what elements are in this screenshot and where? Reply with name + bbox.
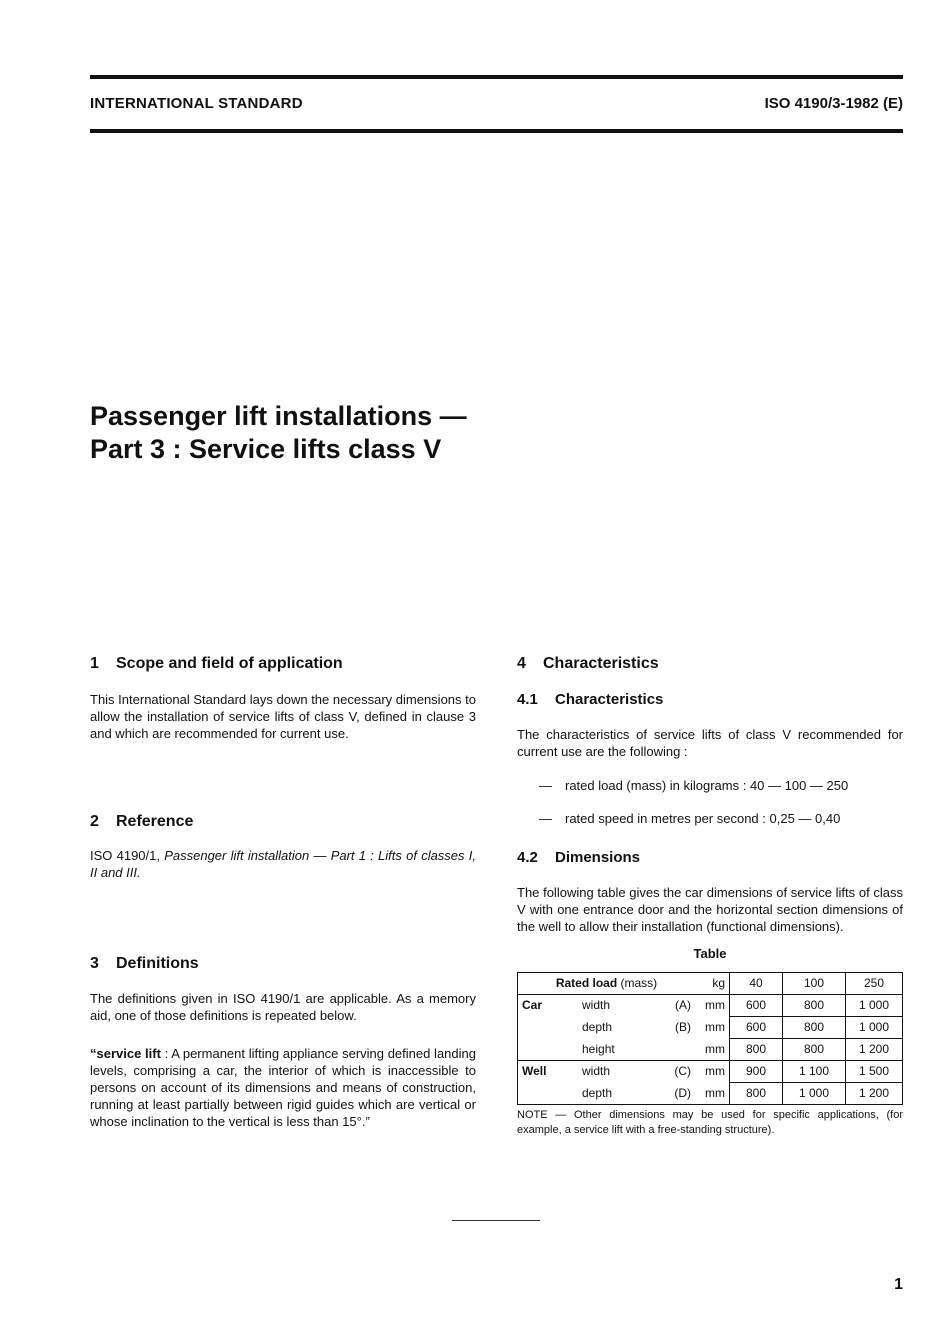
value-cell: 1 100 [783,1061,846,1083]
section-4-2-heading: 4.2 Dimensions [517,849,641,866]
table-note: NOTE — Other dimensions may be used for specific applications, (for example, a service lift with a free-standing structure). [517,1109,903,1136]
code-cell: (A) [675,998,691,1013]
value-cell: 1 200 [846,1083,903,1105]
code-cell: (D) [651,1083,695,1105]
list-item: — rated load (mass) in kilograms : 40 — 100 — 250 [539,778,849,793]
header-rule-top [90,75,903,79]
section-4-heading: 4 Characteristics [517,655,659,672]
value-cell: 800 [783,995,846,1017]
section-3-heading: 3 Definitions [90,955,199,972]
left-column [90,655,476,1130]
table-caption: Table [693,946,727,961]
document-title [90,400,467,466]
right-column [517,655,903,1138]
value-cell: 800 [730,1039,783,1061]
section-4-1-heading: 4.1 Characteristics [517,691,664,708]
group-cell: Car [518,995,579,1017]
unit-cell: mm [705,1020,725,1034]
dimension-cell: depth [582,1020,613,1034]
dimensions-table [517,972,903,1105]
value-cell: 1 000 [846,1017,903,1039]
value-cell: 1 200 [846,1039,903,1061]
unit-cell: mm [695,1083,730,1105]
code-cell [651,1039,695,1061]
page-number: 1 [894,1276,903,1293]
table-row [518,1083,903,1105]
table-header-row [518,973,903,995]
section-4-1-text: The characteristics of service lifts of class V recommended for current use are the following : [517,727,903,759]
group-cell [518,1083,579,1105]
section-2-reference: ISO 4190/1, Passenger lift installation — Part 1 : Lifts of classes I, II and III. [90,848,476,880]
service-lift-definition: “service lift : A permanent lifting appliance serving defined landing levels, comprising a car, the interior of which is inaccessible to persons on account of its dimensions and means of construction, running at least partially between rigid guides which are vertical or whose inclination to the vertical is less than 15°.” [90,1046,476,1129]
title-line-2: Part 3 : Service lifts class V [90,434,442,464]
unit-cell: mm [705,998,725,1013]
table-row [518,1039,903,1061]
table-row [518,1061,903,1083]
unit-cell: mm [705,1064,725,1079]
dimension-cell: width [582,998,611,1013]
footer-rule [452,1220,540,1221]
table-row [518,1017,903,1039]
section-3-text: The definitions given in ISO 4190/1 are applicable. As a memory aid, one of those definitions is repeated below. [90,991,476,1023]
standard-number: ISO 4190/3-1982 (E) [764,95,903,112]
header-rule-bottom [90,129,903,133]
unit-cell: mm [695,1039,730,1061]
value-cell: 900 [730,1061,783,1083]
value-cell: 600 [730,995,783,1017]
value-cell: 1 500 [846,1061,903,1083]
value-cell: 800 [783,1017,846,1039]
list-item: — rated speed in metres per second : 0,25 — 0,40 [539,811,841,826]
code-cell: (C) [674,1064,691,1079]
group-cell: Well [518,1061,579,1083]
rated-load-label: Rated load (mass) [518,973,696,995]
dimension-cell: depth [578,1083,651,1105]
dimension-cell: height [578,1039,651,1061]
section-4-2-text: The following table gives the car dimensions of service lifts of class V with one entrance door and the horizontal section dimensions of the well to allow their installation (functional dimensions). [517,885,903,934]
value-cell: 800 [730,1083,783,1105]
section-1-heading: 1 Scope and field of application [90,655,343,672]
title-line-1: Passenger lift installations — [90,401,467,431]
unit-cell: kg [695,973,730,995]
value-cell: 1 000 [846,995,903,1017]
dimension-cell: width [582,1064,611,1079]
value-cell: 600 [730,1017,783,1039]
value-cell: 250 [846,973,903,995]
value-cell: 1 000 [783,1083,846,1105]
value-cell: 40 [730,973,783,995]
group-cell [518,1017,579,1039]
section-2-heading: 2 Reference [90,813,194,830]
value-cell: 800 [783,1039,846,1061]
value-cell: 100 [783,973,846,995]
group-cell [518,1039,579,1061]
code-cell: (B) [675,1020,691,1034]
table-row [518,995,903,1017]
document-type: INTERNATIONAL STANDARD [90,95,303,112]
section-1-text: This International Standard lays down the necessary dimensions to allow the installation of service lifts of class V, defined in clause 3 and which are recommended for current use. [90,692,476,741]
